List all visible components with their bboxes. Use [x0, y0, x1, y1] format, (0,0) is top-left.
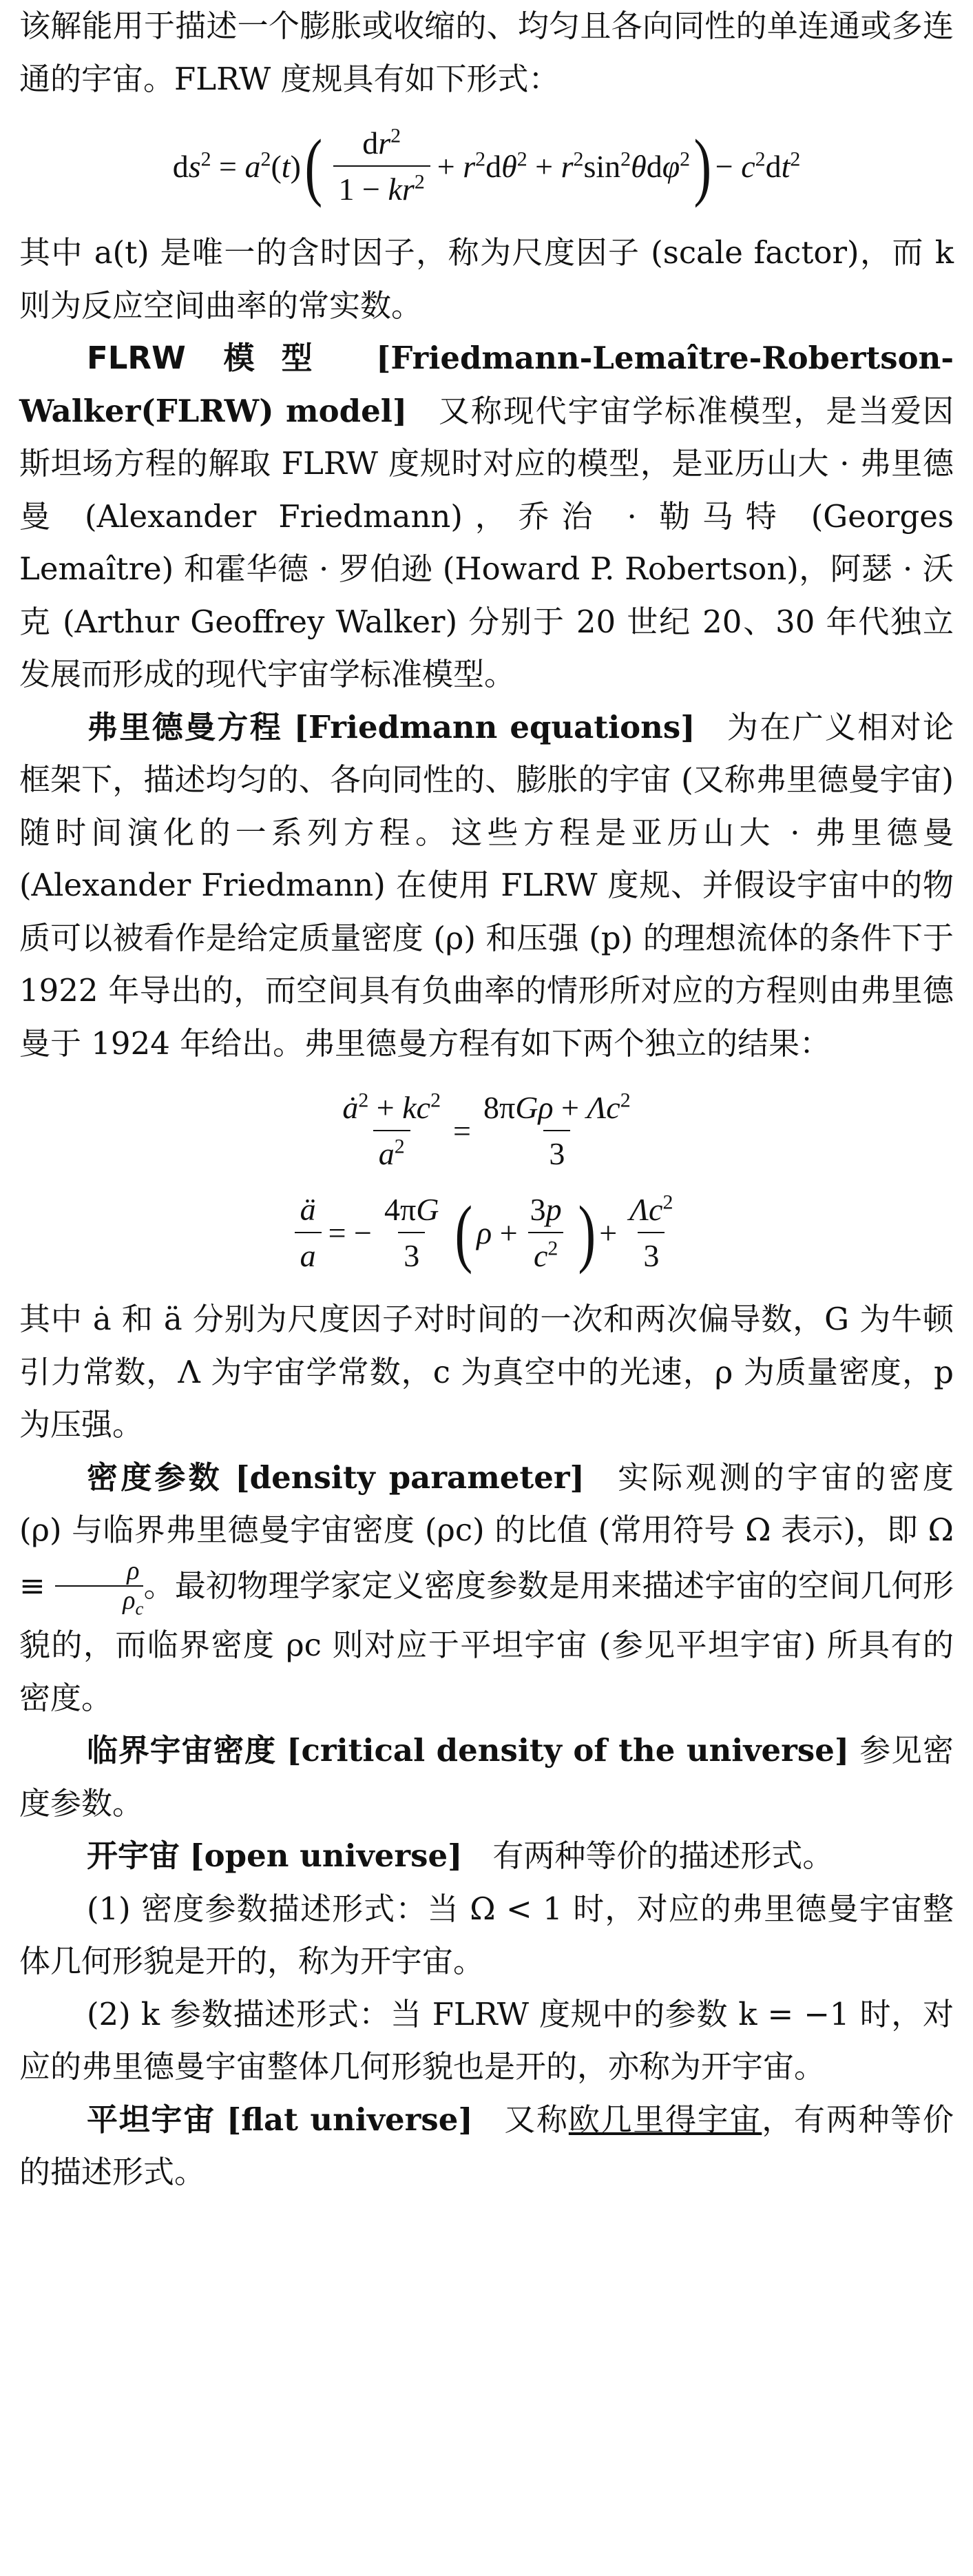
- term-en-flrw-model: [Friedmann-Lemaître-Robertson-Walker(FLRW) model]: [19, 340, 954, 429]
- term-critical-density: 临界宇宙密度: [87, 1732, 277, 1769]
- flrw-metric-equation: $ds^2 = a^2(t)$ ( $\frac{dr^2}{1 - kr^2}$ + $r^2d\theta^2 + r^2\sin^2\theta d\varphi^2$ ) − $c^2dt^2$: [172, 124, 801, 208]
- body-open-universe: 有两种等价的描述形式。: [492, 1837, 834, 1875]
- term-friedmann-equations: 弗里德曼方程: [87, 708, 283, 745]
- open-universe-item-1: (1) 密度参数描述形式：当 Ω < 1 时，对应的弗里德曼宇宙整体几何形貌是开的，称为开宇宙。: [19, 1890, 954, 1980]
- term-flrw-model: FLRW 模型: [87, 340, 339, 376]
- body-density-parameter-b: 。最初物理学家定义密度参数是用来描述宇宙的空间几何形貌的，而临界密度 ρc 则对应于平坦宇宙 (参见平坦宇宙) 所具有的密度。: [19, 1567, 954, 1716]
- term-flat-universe: 平坦宇宙: [87, 2101, 216, 2138]
- term-en-flat-universe: [flat universe]: [227, 2101, 473, 2138]
- term-en-critical-density: [critical density of the universe]: [286, 1732, 850, 1769]
- intro-after-equation: 其中 a(t) 是唯一的含时因子，称为尺度因子 (scale factor)，而 k 则为反应空间曲率的常实数。: [19, 234, 954, 324]
- friedmann-equation-2: $\frac{ä}{a}$ = − $\frac{4\pi G}{3}$ ( ρ + $\frac{3p}{c^2}$ ) + $\frac{\Lambda c^2}{3}$: [19, 1191, 954, 1274]
- term-open-universe: 开宇宙: [87, 1837, 180, 1875]
- entry-density-parameter: [19, 1452, 954, 1725]
- body-flrw-model: 又称现代宇宙学标准模型，是当爱因斯坦场方程的解取 FLRW 度规时对应的模型，是亚历山大 · 弗里德曼 (Alexander Friedmann)，乔治 · 勒马特 (Georges Lemaître) 和霍华德 · 罗伯逊 (Howard P. Robertson)，阿瑟 · 沃克 (Arthur Geoffrey Walker) 分别于 20 世纪 20、30 年代独立发展而形成的现代宇宙学标准模型。: [19, 392, 954, 692]
- entry-critical-density: [19, 1724, 954, 1830]
- friedmann-equation-1: $\frac{ȧ^2 + kc^2}{a^2}$ = $\frac{8\pi G\rho + \Lambda c^2}{3}$: [342, 1089, 631, 1171]
- body-critical-density: 参见密度参数。: [19, 1732, 954, 1822]
- term-density-parameter: 密度参数: [87, 1459, 222, 1496]
- entry-friedmann-equations: [19, 701, 954, 1071]
- omega-fraction: $\frac{\rho}{\rho_c}$: [55, 1557, 143, 1620]
- entry-flrw-model: [19, 332, 954, 701]
- link-euclidean-universe[interactable]: 欧几里得宇宙: [568, 2101, 762, 2138]
- term-en-friedmann-equations: [Friedmann equations]: [293, 708, 695, 745]
- open-universe-item-2: (2) k 参数描述形式：当 FLRW 度规中的参数 k = −1 时，对应的弗里德曼宇宙整体几何形貌也是开的，亦称为开宇宙。: [19, 1995, 954, 2085]
- body-flat-universe-b: ，有两种等价的描述形式。: [19, 2101, 954, 2191]
- intro-paragraph: 该解能用于描述一个膨胀或收缩的、均匀且各向同性的单连通或多连通的宇宙。FLRW 度规具有如下形式：: [19, 8, 954, 97]
- friedmann-after-equation: 其中 ȧ 和 ä 分别为尺度因子对时间的一次和两次偏导数，G 为牛顿引力常数，Λ 为宇宙学常数，c 为真空中的光速，ρ 为质量密度，p 为压强。: [19, 1301, 954, 1443]
- entry-open-universe: [19, 1830, 954, 1883]
- term-en-open-universe: [open universe]: [189, 1837, 463, 1875]
- entry-flat-universe: [19, 2094, 954, 2199]
- term-en-density-parameter: [density parameter]: [235, 1459, 585, 1496]
- body-density-parameter-a: 实际观测的宇宙的密度 (ρ) 与临界弗里德曼宇宙密度 (ρc) 的比值 (常用符号 Ω 表示)，即 Ω ≡: [19, 1459, 954, 1604]
- body-friedmann-equations: 为在广义相对论框架下，描述均匀的、各向同性的、膨胀的宇宙 (又称弗里德曼宇宙) 随时间演化的一系列方程。这些方程是亚历山大 · 弗里德曼 (Alexander Friedmann) 在使用 FLRW 度规、并假设宇宙中的物质可以被看作是给定质量密度 (ρ) 和压强 (p) 的理想流体的条件下于 1922 年导出的，而空间具有负曲率的情形所对应的方程则由弗里德曼于 1924 年给出。弗里德曼方程有如下两个独立的结果：: [19, 708, 954, 1062]
- body-flat-universe-a: 又称: [503, 2101, 569, 2138]
